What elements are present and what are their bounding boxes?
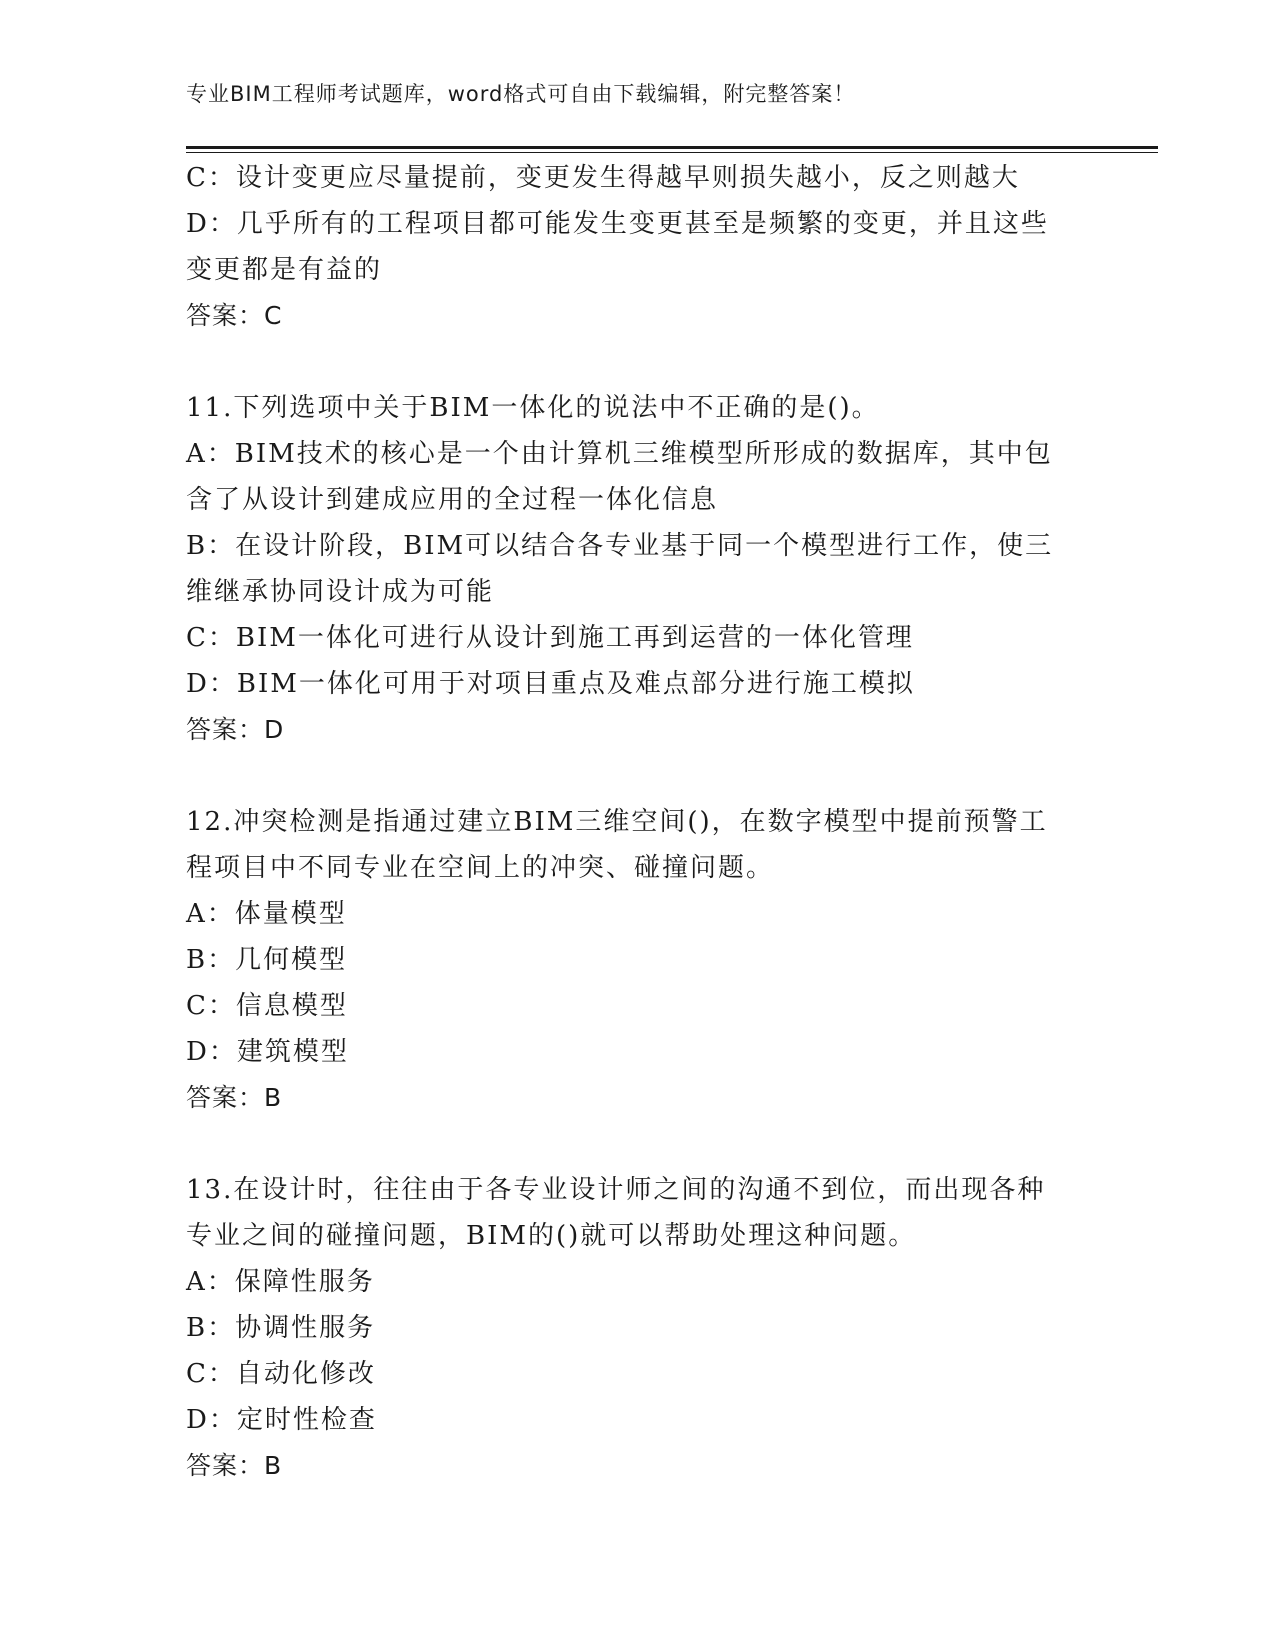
answer: 答案：C bbox=[186, 301, 283, 330]
option-b: B：在设计阶段，BIM可以结合各专业基于同一个模型进行工作，使三 bbox=[186, 531, 1054, 561]
option-a: A：BIM技术的核心是一个由计算机三维模型所形成的数据库，其中包 bbox=[186, 439, 1053, 469]
document-body bbox=[186, 155, 1086, 1489]
option-a: A：保障性服务 bbox=[186, 1267, 375, 1297]
question-stem: 11.下列选项中关于BIM一体化的说法中不正确的是()。 bbox=[186, 393, 880, 423]
answer: 答案：D bbox=[186, 715, 285, 744]
option-d: D：BIM一体化可用于对项目重点及难点部分进行施工模拟 bbox=[186, 669, 915, 699]
spacer bbox=[186, 753, 1086, 799]
spacer bbox=[186, 339, 1086, 385]
question-stem-continued: 专业之间的碰撞问题，BIM的()就可以帮助处理这种问题。 bbox=[186, 1221, 917, 1251]
option-d-continued: 变更都是有益的 bbox=[186, 255, 383, 285]
question-11 bbox=[186, 385, 1086, 753]
option-d: D：建筑模型 bbox=[186, 1037, 349, 1067]
question-13 bbox=[186, 1167, 1086, 1489]
option-d: D：几乎所有的工程项目都可能发生变更甚至是频繁的变更，并且这些 bbox=[186, 209, 1049, 239]
option-b: B：协调性服务 bbox=[186, 1313, 376, 1343]
option-c: C：自动化修改 bbox=[186, 1359, 376, 1389]
option-d: D：定时性检查 bbox=[186, 1405, 377, 1435]
question-stem: 12.冲突检测是指通过建立BIM三维空间()，在数字模型中提前预警工 bbox=[186, 807, 1048, 837]
answer: 答案：B bbox=[186, 1451, 283, 1480]
option-c: C：设计变更应尽量提前，变更发生得越早则损失越小，反之则越大 bbox=[186, 163, 1020, 193]
option-c: C：BIM一体化可进行从设计到施工再到运营的一体化管理 bbox=[186, 623, 914, 653]
option-a-continued: 含了从设计到建成应用的全过程一体化信息 bbox=[186, 485, 719, 515]
option-b-continued: 维继承协同设计成为可能 bbox=[186, 577, 495, 607]
question-stem-continued: 程项目中不同专业在空间上的冲突、碰撞问题。 bbox=[186, 853, 775, 883]
question-12 bbox=[186, 799, 1086, 1121]
option-b: B：几何模型 bbox=[186, 945, 348, 975]
spacer bbox=[186, 1121, 1086, 1167]
question-10-continuation bbox=[186, 155, 1086, 339]
answer: 答案：B bbox=[186, 1083, 283, 1112]
header-rule-thin bbox=[186, 152, 1158, 153]
option-a: A：体量模型 bbox=[186, 899, 347, 929]
option-c: C：信息模型 bbox=[186, 991, 348, 1021]
header-rule-thick bbox=[186, 146, 1158, 149]
page-header: 专业BIM工程师考试题库，word格式可自由下载编辑，附完整答案！ bbox=[186, 82, 856, 106]
question-stem: 13.在设计时，往往由于各专业设计师之间的沟通不到位，而出现各种 bbox=[186, 1175, 1046, 1205]
